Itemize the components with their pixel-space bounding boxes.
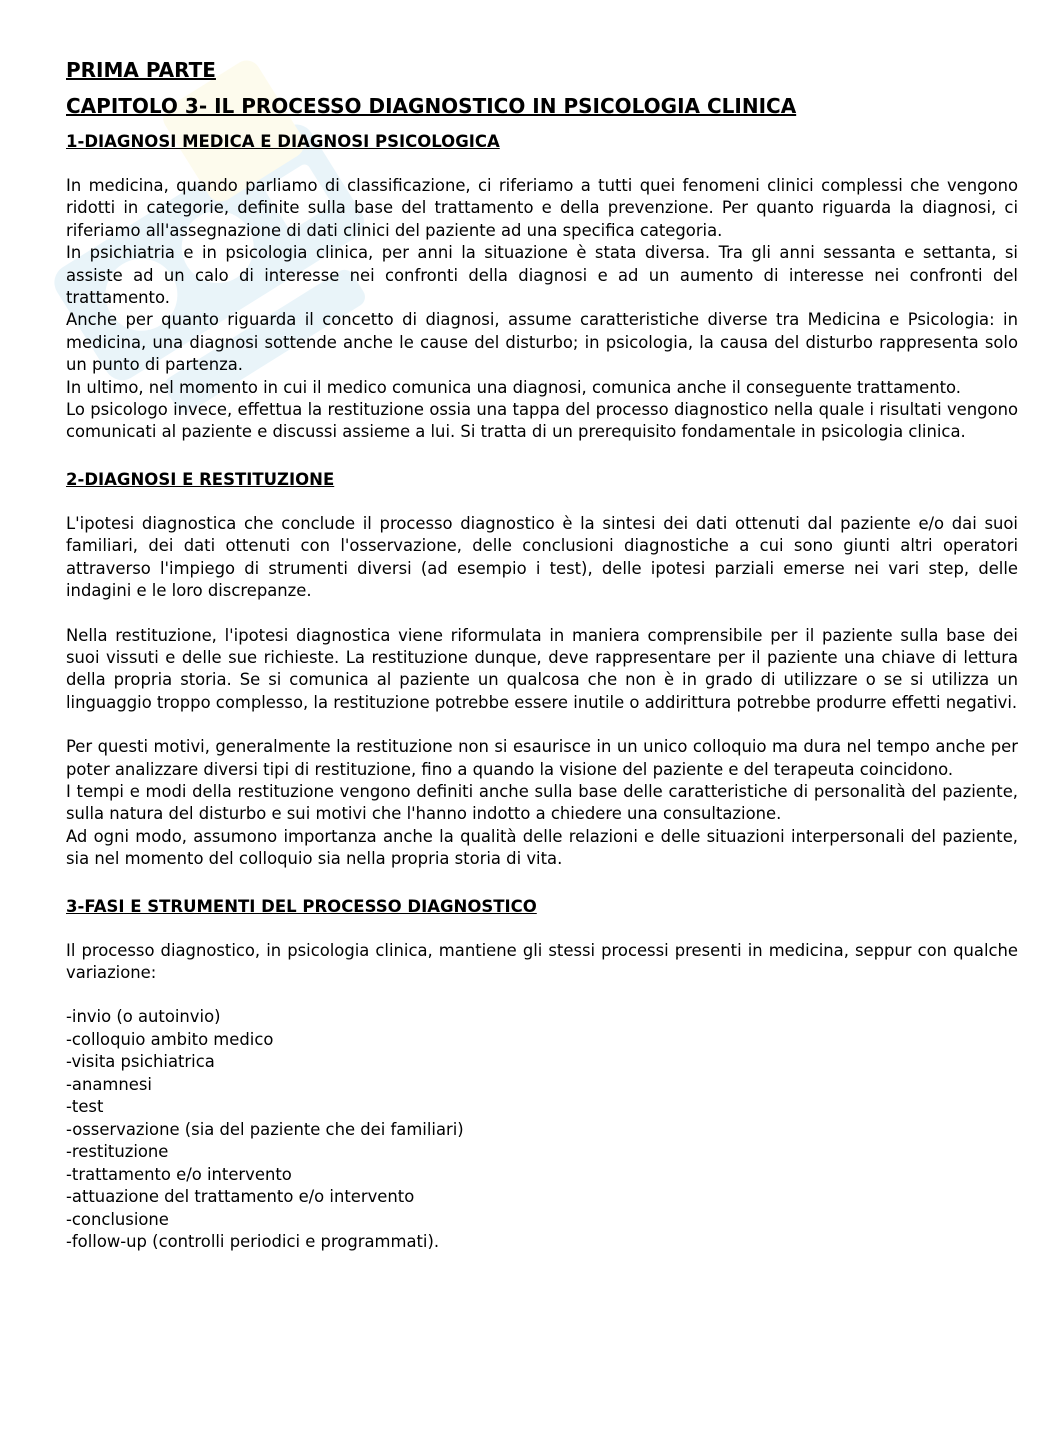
section-title-diagnosi-medica: 1-DIAGNOSI MEDICA E DIAGNOSI PSICOLOGICA bbox=[66, 132, 500, 151]
diagnostic-steps-list bbox=[66, 1006, 1018, 1254]
list-item: -conclusione bbox=[66, 1209, 169, 1229]
list-item: -attuazione del trattamento e/o intervento bbox=[66, 1187, 415, 1207]
paragraph: L'ipotesi diagnostica che conclude il processo diagnostico è la sintesi dei dati ottenuti dal paziente e/o dai suoi familiari, dei dati ottenuti con l'osservazione, delle conclusioni diagnostiche a cui sono giunti altri operatori attraverso l'impiego di strumenti diversi (ad esempio i test), delle ipotesi parziali emerse nei vari step, delle indagini e le loro discrepanze. bbox=[66, 513, 1018, 601]
paragraph: Per questi motivi, generalmente la restituzione non si esaurisce in un unico colloquio ma dura nel tempo anche per poter analizzare diversi tipi di restituzione, fino a quando la visione del paziente e del terapeuta coincidono. bbox=[66, 737, 1018, 779]
paragraph: Ad ogni modo, assumono importanza anche la qualità delle relazioni e delle situazioni interpersonali del paziente, sia nel momento del colloquio sia nella propria storia di vita. bbox=[66, 826, 1018, 869]
list-item: -follow-up (controlli periodici e programmati). bbox=[66, 1232, 440, 1252]
section-title-diagnosi-restituzione: 2-DIAGNOSI E RESTITUZIONE bbox=[66, 469, 335, 489]
paragraph: In ultimo, nel momento in cui il medico comunica una diagnosi, comunica anche il conseguente trattamento. bbox=[66, 377, 961, 397]
list-item: -colloquio ambito medico bbox=[66, 1029, 274, 1049]
document-page bbox=[66, 56, 1018, 1254]
list-item: -invio (o autoinvio) bbox=[66, 1007, 221, 1027]
paragraph: In psichiatria e in psicologia clinica, per anni la situazione è stata diversa. Tra gli anni sessanta e settanta, si assiste ad un calo di interesse nei confronti della diagnosi e ad un aumento di interesse nei confronti del trattamento. bbox=[66, 243, 1018, 308]
list-item: -test bbox=[66, 1097, 104, 1117]
section-body-diagnosi-medica bbox=[66, 175, 1018, 444]
paragraph: I tempi e modi della restituzione vengono definiti anche sulla base delle caratteristiche di personalità del paziente, sulla natura del disturbo e sui motivi che l'hanno indotto a chiedere una consultazione. bbox=[66, 781, 1018, 824]
paragraph: In medicina, quando parliamo di classificazione, ci riferiamo a tutti quei fenomeni clinici complessi che vengono ridotti in categorie, definite sulla base del trattamento e della prevenzione. Per quanto riguarda la diagnosi, ci riferiamo all'assegnazione di dati clinici del paziente ad una specifica categoria. bbox=[66, 176, 1018, 240]
chapter-title: CAPITOLO 3- IL PROCESSO DIAGNOSTICO IN PSICOLOGIA CLINICA bbox=[66, 94, 797, 118]
list-item: -visita psichiatrica bbox=[66, 1052, 215, 1072]
section-title-fasi-strumenti: 3-FASI E STRUMENTI DEL PROCESSO DIAGNOSTICO bbox=[66, 896, 537, 916]
list-item: -restituzione bbox=[66, 1142, 169, 1162]
paragraph: Lo psicologo invece, effettua la restituzione ossia una tappa del processo diagnostico nella quale i risultati vengono comunicati al paziente e discussi assieme a lui. Si tratta di un prerequisito fondamentale in psicologia clinica. bbox=[66, 400, 1018, 442]
part-title: PRIMA PARTE bbox=[66, 58, 216, 82]
list-item: -anamnesi bbox=[66, 1074, 152, 1094]
list-item: -osservazione (sia del paziente che dei familiari) bbox=[66, 1119, 464, 1139]
paragraph: Nella restituzione, l'ipotesi diagnostica viene riformulata in maniera comprensibile per il paziente sulla base dei suoi vissuti e delle sue richieste. La restituzione dunque, deve rappresentare per il paziente una chiave di lettura della propria storia. Se si comunica al paziente un qualcosa che non è in grado di utilizzare o se si utilizza un linguaggio troppo complesso, la restituzione potrebbe essere inutile o addirittura potrebbe produrre effetti negativi. bbox=[66, 625, 1018, 712]
section-body-diagnosi-restituzione bbox=[66, 513, 1018, 871]
list-item: -trattamento e/o intervento bbox=[66, 1164, 292, 1184]
paragraph: Anche per quanto riguarda il concetto di diagnosi, assume caratteristiche diverse tra Medicina e Psicologia: in medicina, una diagnosi sottende anche le cause del disturbo; in psicologia, la causa del disturbo rappresenta solo un punto di partenza. bbox=[66, 310, 1018, 375]
paragraph: Il processo diagnostico, in psicologia clinica, mantiene gli stessi processi presenti in medicina, seppur con qualche variazione: bbox=[66, 940, 1018, 982]
